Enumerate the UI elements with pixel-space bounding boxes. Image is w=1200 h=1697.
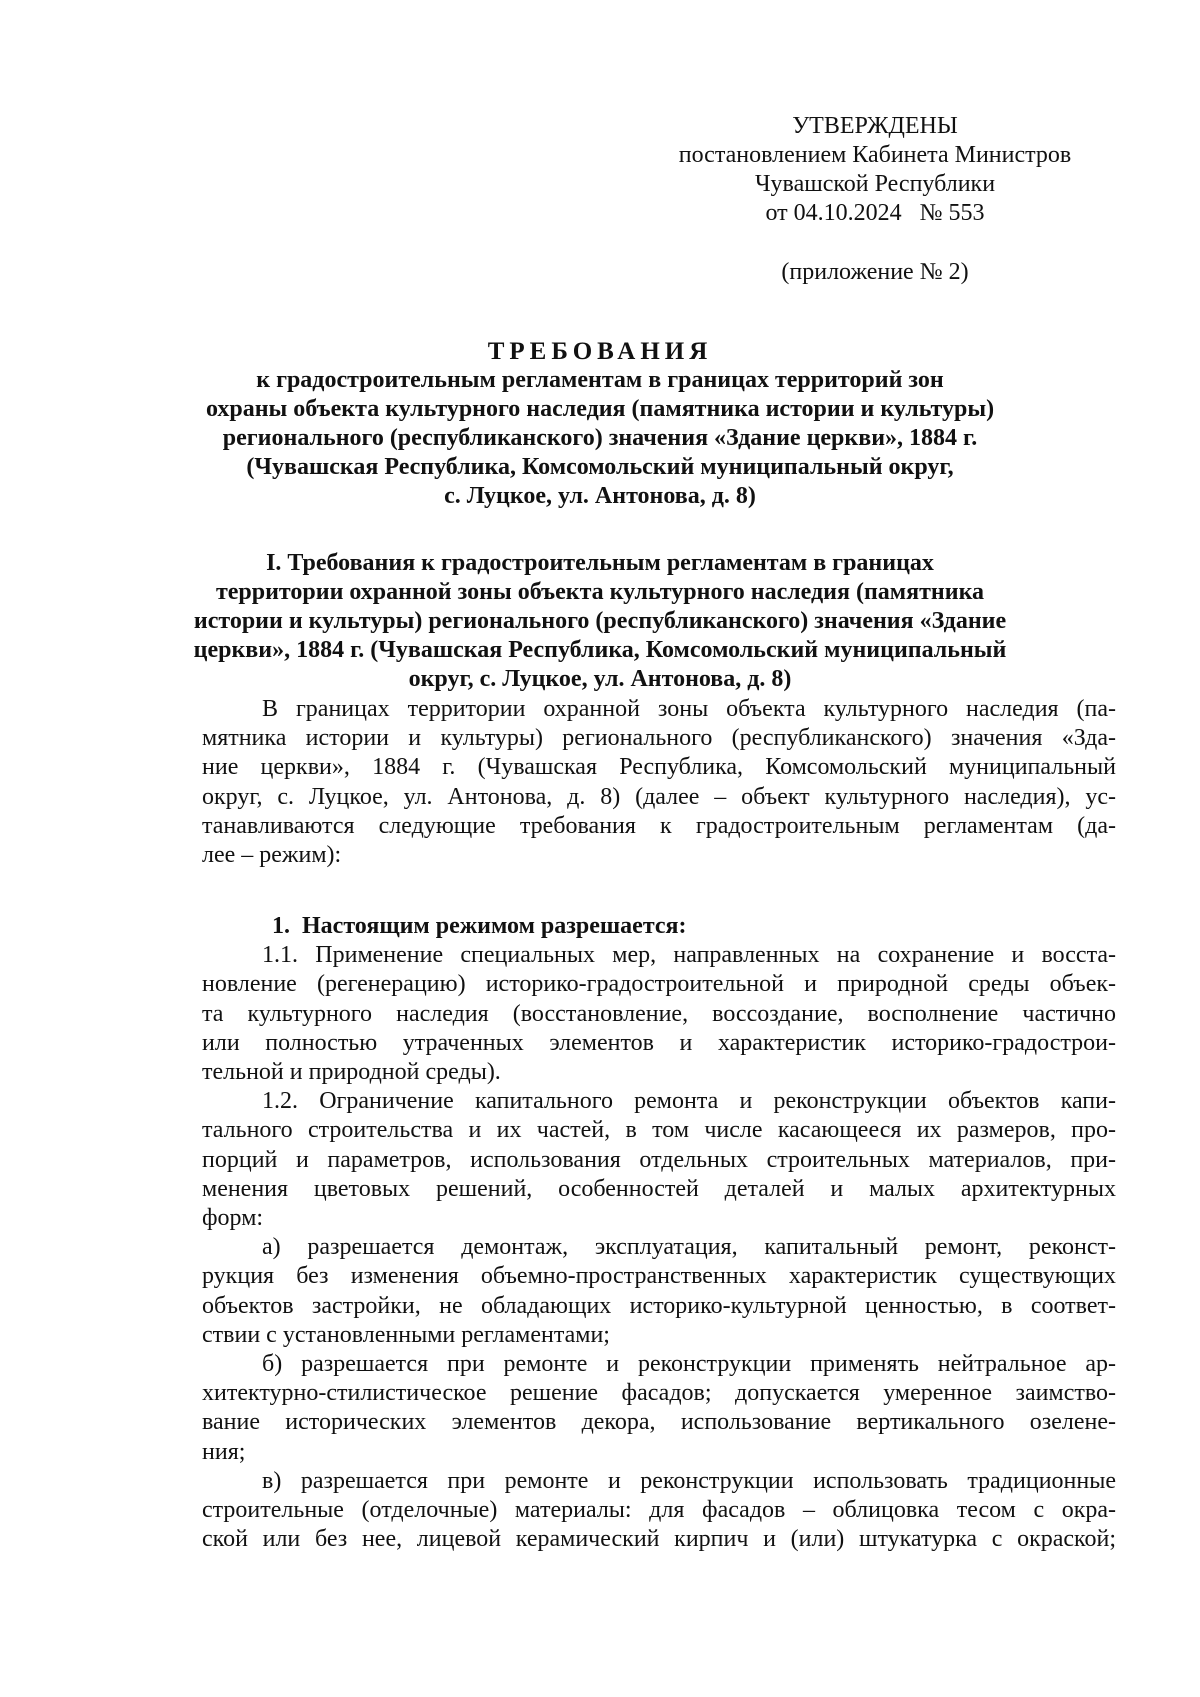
paragraph-line: 1.1. Применение специальных мер, направленных на сохранение и восста- xyxy=(262,942,1116,969)
paragraph-line: объектов застройки, не обладающих историко-культурной ценностью, в соответ- xyxy=(202,1292,1116,1319)
paragraph-line: ние церкви», 1884 г. (Чувашская Республика, Комсомольский муниципальный xyxy=(202,754,1116,781)
appendix-label: (приложение № 2) xyxy=(781,259,969,285)
approval-date-number: от 04.10.2024 № 553 xyxy=(765,200,985,226)
paragraph-line: в) разрешается при ремонте и реконструкции использовать традиционные xyxy=(262,1467,1116,1494)
paragraph-line: строительные (отделочные) материалы: для фасадов – облицовка тесом с окра- xyxy=(202,1497,1116,1524)
paragraph-line: 1.2. Ограничение капитального ремонта и реконструкции объектов капи- xyxy=(262,1088,1116,1115)
paragraph-line: менения цветовых решений, особенностей деталей и малых архитектурных xyxy=(202,1175,1116,1202)
paragraph-line: форм: xyxy=(202,1205,264,1232)
paragraph-line: вание исторических элементов декора, использование вертикального озелене- xyxy=(202,1409,1116,1436)
paragraph-line: ствии с установленными регламентами; xyxy=(202,1321,610,1348)
paragraph-line: та культурного наследия (восстановление, воссоздание, восполнение частично xyxy=(202,1000,1116,1027)
paragraph-line: новление (регенерацию) историко-градостроительной и природной среды объек- xyxy=(202,971,1116,998)
title-line: к градостроительным регламентам в границах территорий зон xyxy=(256,367,944,393)
intro-paragraph xyxy=(202,695,1116,870)
paragraph-line: лее – режим): xyxy=(202,842,342,869)
paragraph-line: ской или без нее, лицевой керамический кирпич и (или) штукатурка с окраской; xyxy=(202,1526,1116,1553)
title-line: с. Луцкое, ул. Антонова, д. 8) xyxy=(444,483,756,509)
paragraph-line: мятника истории и культуры) регионального (республиканского) значения «Зда- xyxy=(202,725,1116,752)
approval-issuer: постановлением Кабинета Министров xyxy=(678,142,1072,168)
approval-title: УТВЕРЖДЕНЫ xyxy=(792,113,958,139)
paragraph-line: б) разрешается при ремонте и реконструкции применять нейтральное ар- xyxy=(262,1351,1116,1378)
paragraph-line: порций и параметров, использования отдельных строительных материалов, при- xyxy=(202,1146,1116,1173)
point-1 xyxy=(202,912,1116,1554)
paragraph-line: В границах территории охранной зоны объекта культурного наследия (па- xyxy=(262,696,1116,722)
approval-region: Чувашской Республики xyxy=(754,171,996,197)
document-main-title: ТРЕБОВАНИЯ xyxy=(487,338,713,365)
paragraph-line: а) разрешается демонтаж, эксплуатация, капитальный ремонт, реконст- xyxy=(262,1234,1116,1261)
paragraph-line: или полностью утраченных элементов и характеристик историко-градострои- xyxy=(202,1029,1116,1056)
section-title-line: территории охранной зоны объекта культурного наследия (памятника xyxy=(215,579,985,605)
paragraph-line: танавливаются следующие требования к градостроительным регламентам (да- xyxy=(202,812,1116,839)
paragraph-line: округ, с. Луцкое, ул. Антонова, д. 8) (далее – объект культурного наследия), ус- xyxy=(202,783,1116,810)
approval-stamp xyxy=(620,112,1130,287)
section-title-line: церкви», 1884 г. (Чувашская Республика, Комсомольский муниципальный xyxy=(193,637,1007,663)
paragraph-line: ния; xyxy=(202,1438,246,1465)
section-title-line: истории и культуры) регионального (республиканского) значения «Здание xyxy=(193,608,1007,634)
point-1-heading: 1. Настоящим режимом разрешается: xyxy=(272,913,687,939)
title-line: охраны объекта культурного наследия (памятника истории и культуры) xyxy=(205,396,995,422)
paragraph-line: рукция без изменения объемно-пространственных характеристик существующих xyxy=(202,1263,1116,1290)
title-line: (Чувашская Республика, Комсомольский муниципальный округ, xyxy=(246,454,954,480)
section-title-line: округ, с. Луцкое, ул. Антонова, д. 8) xyxy=(408,666,792,692)
paragraph-line: хитектурно-стилистическое решение фасадов; допускается умеренное заимство- xyxy=(202,1380,1116,1407)
paragraph-line: тального строительства и их частей, в том числе касающееся их размеров, про- xyxy=(202,1117,1116,1144)
title-line: регионального (республиканского) значения «Здание церкви», 1884 г. xyxy=(222,425,978,451)
section-title-line: I. Требования к градостроительным регламентам в границах xyxy=(266,550,934,576)
section-1-title xyxy=(160,549,1040,694)
document-title xyxy=(160,337,1040,511)
paragraph-line: тельной и природной среды). xyxy=(202,1059,501,1086)
